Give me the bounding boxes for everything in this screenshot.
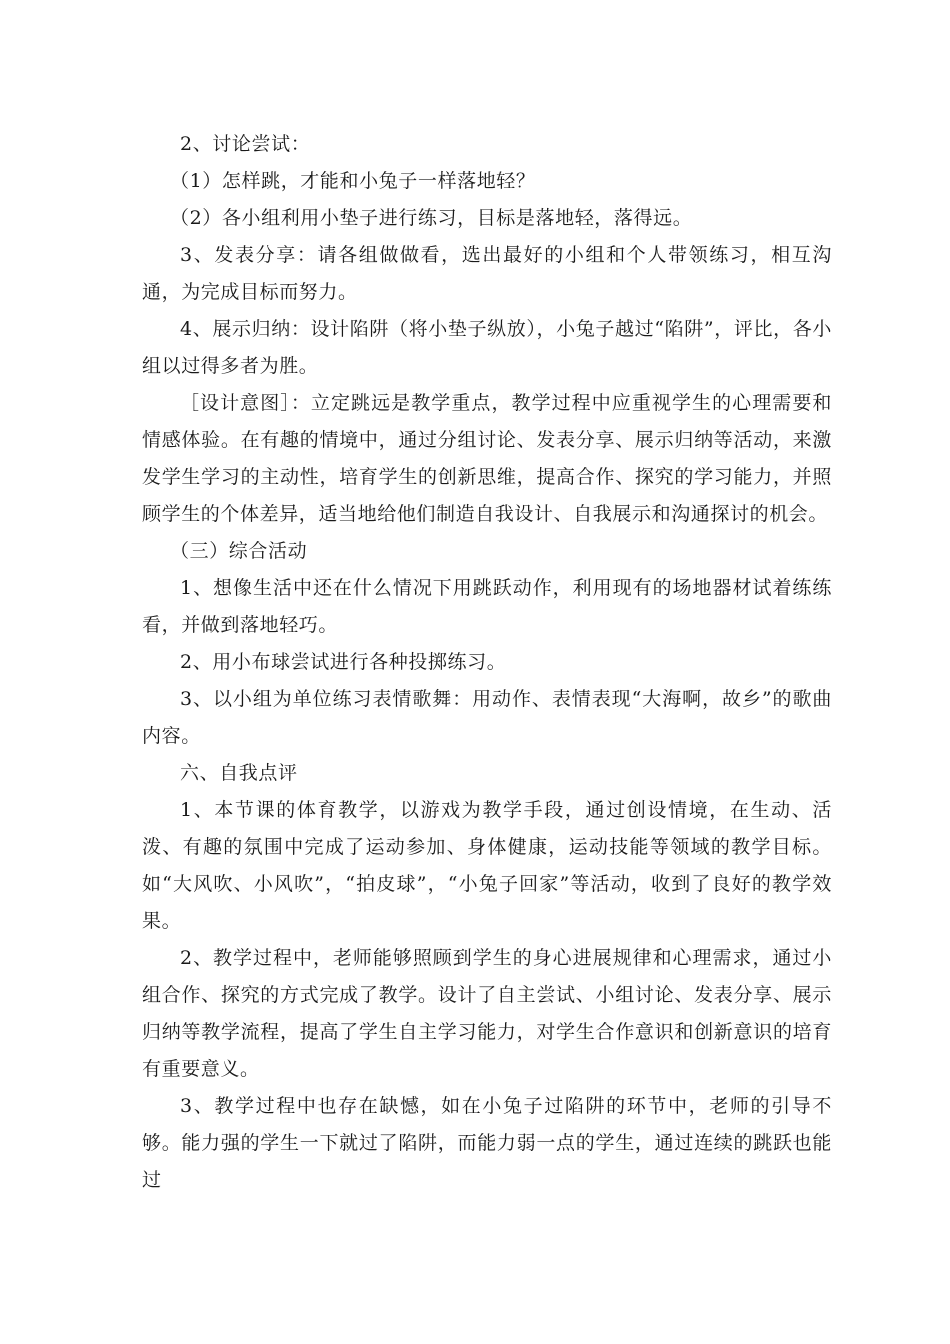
paragraph-share: 3、发表分享：请各组做做看，选出最好的小组和个人带领练习，相互沟通，为完成目标而努力。 [142, 244, 832, 303]
paragraph-review-1: 1、本节课的体育教学，以游戏为教学手段，通过创设情境，在生动、活泼、有趣的氛围中完成了运动参加、身体健康，运动技能等领域的教学目标。如“大风吹、小风吹”，“拍皮球”，“小兔子回家”等活动，收到了良好的教学效果。 [142, 799, 832, 932]
document-body [142, 126, 832, 1199]
paragraph-review-2: 2、教学过程中，老师能够照顾到学生的身心进展规律和心理需求，通过小组合作、探究的方式完成了教学。设计了自主尝试、小组讨论、发表分享、展示归纳等教学流程，提高了学生自主学习能力，对学生合作意识和创新意识的培育有重要意义。 [142, 947, 832, 1080]
paragraph-activity-1: 1、想像生活中还在什么情况下用跳跃动作，利用现有的场地器材试着练练看，并做到落地轻巧。 [142, 577, 832, 636]
paragraph-activity-3: 3、以小组为单位练习表情歌舞：用动作、表情表现“大海啊，故乡”的歌曲内容。 [142, 688, 832, 747]
paragraph-question-2: （2）各小组利用小垫子进行练习，目标是落地轻，落得远。 [170, 207, 693, 229]
section-heading-self-review: 六、自我点评 [180, 762, 298, 784]
section-heading-comprehensive: （三）综合活动 [170, 540, 308, 562]
paragraph-design-intent: ［设计意图］：立定跳远是教学重点，教学过程中应重视学生的心理需要和情感体验。在有趣的情境中，通过分组讨论、发表分享、展示归纳等活动，来激发学生学习的主动性，培育学生的创新思维，提高合作、探究的学习能力，并照顾学生的个体差异，适当地给他们制造自我设计、自我展示和沟通探讨的机会。 [142, 392, 832, 525]
paragraph-discussion-heading: 2、讨论尝试： [180, 133, 311, 155]
paragraph-review-3: 3、教学过程中也存在缺憾，如在小兔子过陷阱的环节中，老师的引导不够。能力强的学生一下就过了陷阱，而能力弱一点的学生，通过连续的跳跃也能过 [142, 1095, 832, 1191]
paragraph-summary: 4、展示归纳：设计陷阱（将小垫子纵放），小兔子越过“陷阱”，评比，各小组以过得多者为胜。 [142, 318, 832, 377]
paragraph-question-1: （1）怎样跳，才能和小兔子一样落地轻？ [170, 170, 536, 192]
paragraph-activity-2: 2、用小布球尝试进行各种投掷练习。 [180, 651, 507, 673]
